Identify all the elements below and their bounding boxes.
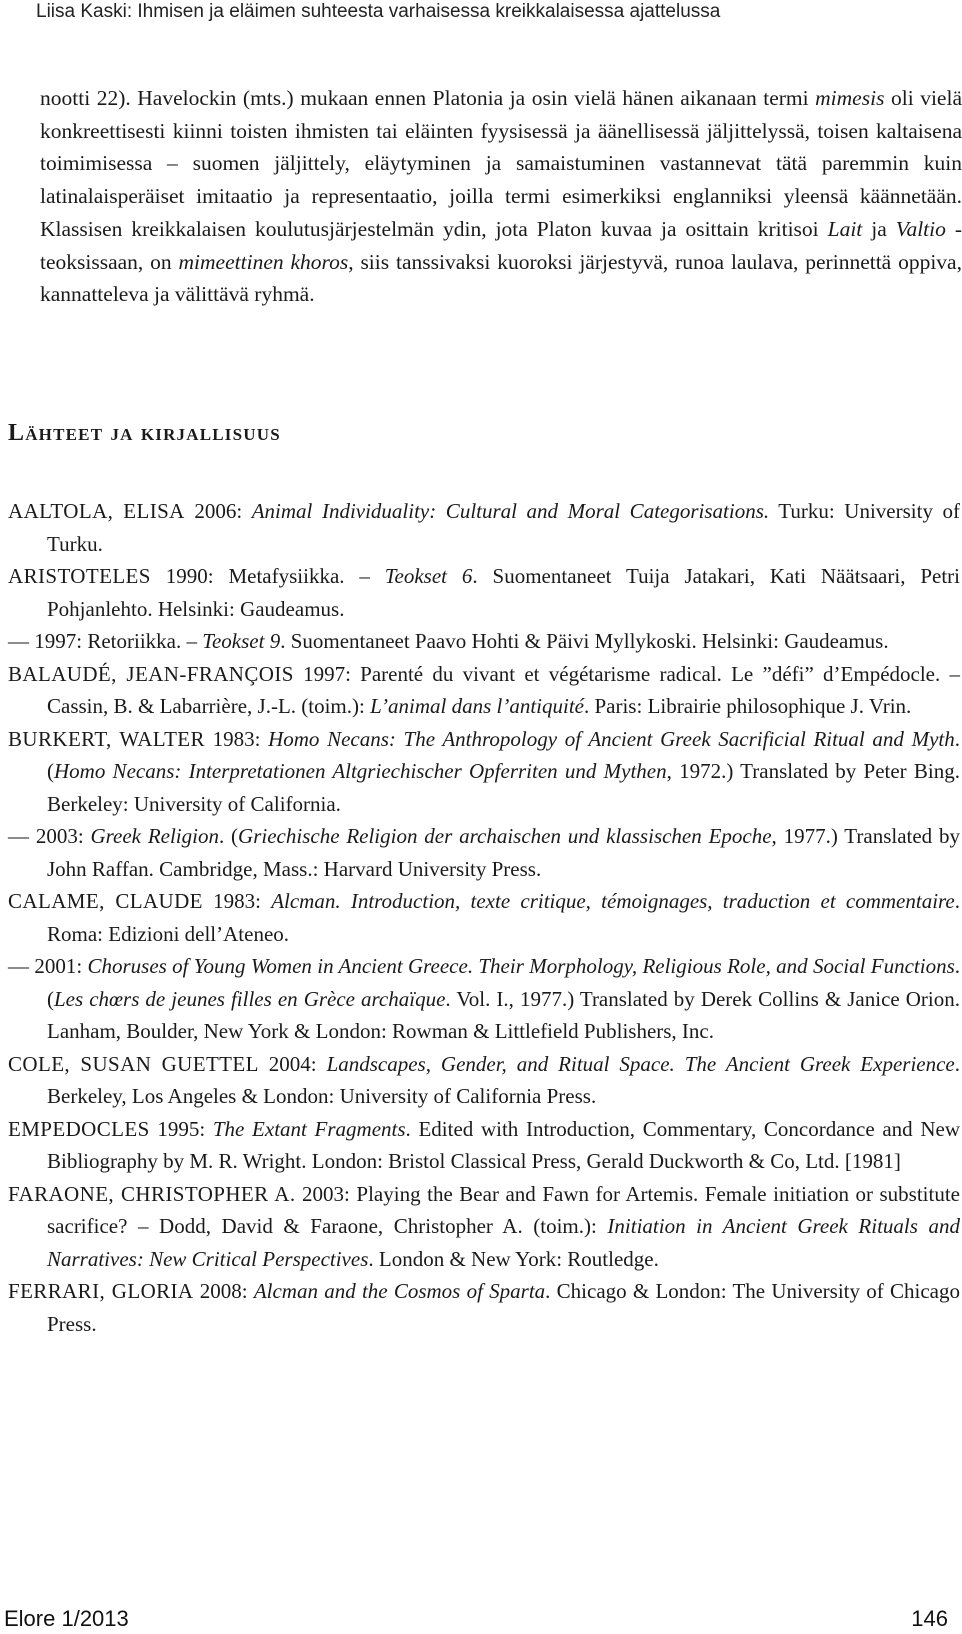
reference-text: 2006: [184, 499, 252, 523]
reference-text: . Vol. I., 1977.) Translated by Derek Collins & Janice Orion. Lanham, Boulder, New York & London: Rowman & Littlefield Publishers, Inc. [47, 986, 961, 1043]
reference-author: BURKERT, WALTER [8, 726, 205, 751]
reference-entry [8, 1113, 960, 1178]
section-heading: Lähteet ja kirjallisuus [8, 420, 281, 446]
reference-entry [8, 560, 960, 625]
reference-title: Animal Individuality: Cultural and Moral Categorisations. [251, 499, 770, 523]
body-text-span: ja [862, 216, 896, 241]
reference-text: — 1997: Retoriikka. – [8, 629, 203, 653]
reference-title: The Extant Fragments [212, 1116, 406, 1141]
reference-text: . Berkeley, Los Angeles & London: University of California Press. [47, 1051, 960, 1108]
footer-journal: Elore 1/2013 [4, 1606, 129, 1631]
reference-text: Turku: University of Turku. [47, 499, 961, 556]
reference-text: 1990: Metafysiikka. – [150, 564, 385, 588]
reference-author: AALTOLA, ELISA [8, 499, 185, 523]
reference-entry [8, 820, 960, 885]
reference-text: 2004: [258, 1051, 327, 1076]
reference-text: . Suomentaneet Tuija Jatakari, Kati Näätsaari, Petri Pohjanlehto. Helsinki: Gaudeamus. [47, 564, 960, 621]
reference-text: — 2001: [8, 954, 88, 978]
reference-title: Greek Religion [90, 824, 219, 848]
reference-text: 2003: Playing the Bear and Fawn for Artemis. Female initiation or substitute sacrifice? – Dodd, David & Faraone, Christopher A. (toim.): [47, 1181, 961, 1238]
body-text-span: oli vielä konkreettisesti kiinni toisten ihmisten tai eläinten fyysisessä ja äänellisessä jäljittelyssä, toisen kaltaisena toimimisessa – suomen jäljittely, eläytyminen ja samaistuminen vastannevat tätä paremmin kuin latinalaisperäiset imitaatio ja representaatio, joilla termi esimerkiksi englanniksi yleensä käännetään. Klassisen kreikkalaisen koulutusjärjestelmän ydin, jota Platon kuvaa ja osittain kritisoi [40, 86, 962, 241]
reference-text: 1983: [204, 726, 269, 751]
reference-text: 1995: [149, 1116, 213, 1141]
body-italic-term: Lait [827, 216, 863, 241]
reference-author: EMPEDOCLES [8, 1116, 150, 1141]
reference-text: — 2003: [8, 824, 91, 848]
reference-author: FARAONE, CHRISTOPHER A. [8, 1181, 296, 1206]
reference-entry [8, 1178, 960, 1276]
reference-title: Homo Necans: The Anthropology of Ancient Greek Sacrificial Ritual and Myth [268, 726, 955, 751]
body-paragraph [40, 82, 962, 311]
reference-text: 1997: Parenté du vivant et végétarisme radical. Le ”défi” d’Empédocle. – Cassin, B. & Labarrière, J.-L. (toim.): [47, 661, 960, 718]
reference-title: Homo Necans: Interpretationen Altgriechischer Opferriten und Mythen [54, 759, 667, 783]
reference-entry [8, 1048, 960, 1113]
body-text-span: , siis tanssivaksi kuoroksi järjestyvä, runoa laulava, perinnettä oppiva, kannatteleva ja välittävä ryhmä. [40, 249, 962, 307]
reference-text: . ( [47, 954, 961, 1011]
reference-entry [8, 658, 960, 723]
running-head: Liisa Kaski: Ihmisen ja eläimen suhteesta varhaisessa kreikkalaisessa ajattelussa [36, 1, 721, 22]
reference-title: Alcman and the Cosmos of Sparta [253, 1279, 546, 1303]
body-italic-term: mimeettinen khoros [178, 249, 349, 274]
reference-text: . Suomentaneet Paavo Hohti & Päivi Myllykoski. Helsinki: Gaudeamus. [280, 629, 889, 653]
body-text-span: nootti 22). Havelockin (mts.) mukaan ennen Platonia ja osin vielä hänen aikanaan termi [40, 86, 816, 110]
reference-title: Choruses of Young Women in Ancient Greece. Their Morphology, Religious Role, and Social Functions [87, 954, 955, 978]
reference-text: 1983: [202, 889, 272, 913]
reference-author: CALAME, CLAUDE [8, 889, 203, 913]
reference-title: L’animal dans l’antiquité [370, 694, 584, 718]
reference-text: . Chicago & London: The University of Chicago Press. [47, 1279, 960, 1336]
reference-author: COLE, SUSAN GUETTEL [8, 1051, 259, 1076]
body-text-span: -teoksissaan, on [40, 216, 962, 274]
reference-entry [8, 495, 960, 560]
reference-list [8, 495, 960, 1340]
reference-text: . Paris: Librairie philosophique J. Vrin. [583, 694, 912, 718]
reference-text: 2008: [193, 1279, 254, 1303]
reference-text: , 1972.) Translated by Peter Bing. Berkeley: University of California. [47, 759, 960, 816]
reference-title: Alcman. Introduction, texte critique, témoignages, traduction et commentaire [271, 889, 955, 913]
reference-text: , 1977.) Translated by John Raffan. Cambridge, Mass.: Harvard University Press. [47, 824, 960, 881]
reference-entry [8, 625, 960, 658]
body-italic-term: Valtio [895, 216, 946, 241]
body-italic-term: mimesis [815, 86, 885, 110]
body-paragraph-text [40, 82, 962, 311]
reference-title: Les chœrs de jeunes filles en Grèce archaïque [54, 986, 446, 1011]
reference-title: Initiation in Ancient Greek Rituals and Narratives: New Critical Perspectives [47, 1214, 960, 1271]
reference-text: . ( [218, 824, 239, 848]
reference-text: . Roma: Edizioni dell’Ateneo. [47, 889, 960, 946]
reference-title: Griechische Religion der archaischen und klassischen Epoche [238, 824, 772, 848]
reference-author: BALAUDÉ, JEAN-FRANÇOIS [8, 661, 294, 686]
footer-page-number: 146 [911, 1606, 948, 1631]
reference-title: Teokset 9 [202, 629, 281, 653]
reference-title: Teokset 6 [384, 564, 473, 588]
reference-title: Landscapes, Gender, and Ritual Space. The Ancient Greek Experience [326, 1051, 955, 1076]
reference-text: . Edited with Introduction, Commentary, Concordance and New Bibliography by M. R. Wright. London: Bristol Classical Press, Gerald Duckworth & Co, Ltd. [1981] [47, 1116, 961, 1173]
reference-text: . ( [47, 726, 960, 783]
reference-entry [8, 723, 960, 821]
reference-entry [8, 1275, 960, 1340]
reference-entry [8, 950, 960, 1048]
reference-author: ARISTOTELES [8, 564, 151, 588]
reference-text: . London & New York: Routledge. [368, 1246, 659, 1271]
reference-author: FERRARI, GLORIA [8, 1279, 194, 1303]
reference-entry [8, 885, 960, 950]
